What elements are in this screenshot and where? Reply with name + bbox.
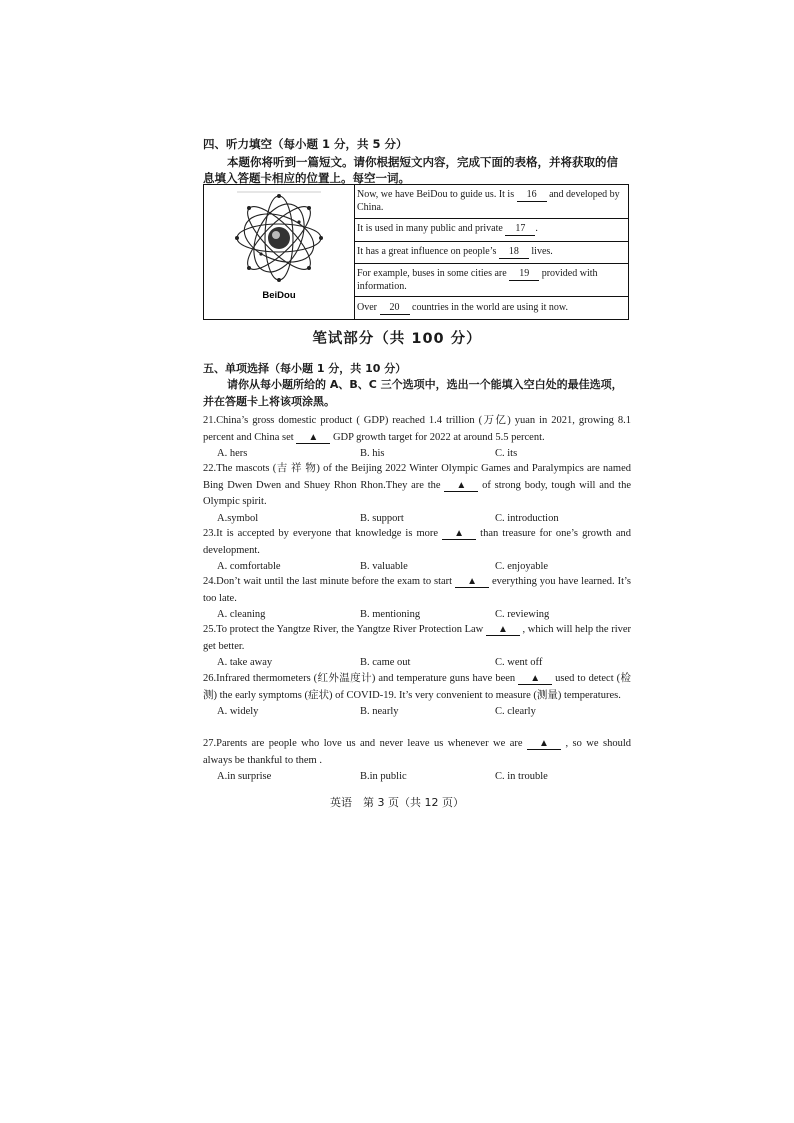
options-26 <box>203 704 631 719</box>
section-4-instruction-line1: 本题你将听到一篇短文。请你根据短文内容，完成下面的表格，并将获取的信 <box>227 155 618 169</box>
beidou-orbit-icon <box>209 186 349 314</box>
question-23: 23.It is accepted by everyone that knowledge is more ▲ than treasure for one’s growth and development. A. comfortable B. valuable C. enjoyable <box>203 526 631 574</box>
option-b[interactable]: B. support <box>360 512 404 524</box>
option-c[interactable]: C. went off <box>495 657 543 668</box>
listening-row-5: Over 20 countries in the world are using it now. <box>355 297 629 320</box>
section-5-heading: 五、单项选择（每小题 1 分，共 10 分） <box>203 362 407 375</box>
option-a[interactable]: A. hers <box>217 448 248 459</box>
question-27: 27.Parents are people who love us and never leave us whenever we are ▲ , so we should always be thankful to them . A.in surprise B.in public C. in trouble <box>203 736 631 784</box>
option-b[interactable]: B. valuable <box>360 561 408 572</box>
answer-blank[interactable]: ▲ <box>455 576 489 588</box>
option-a[interactable]: A. take away <box>217 657 273 668</box>
option-c[interactable]: C. enjoyable <box>495 561 549 572</box>
option-a[interactable]: A. cleaning <box>217 609 266 620</box>
page-footer: 英语 第 3 页（共 12 页） <box>330 796 464 809</box>
listening-row-1: Now, we have BeiDou to guide us. It is 16 and developed by China. <box>355 185 629 219</box>
blank-17[interactable]: 17 <box>505 223 535 236</box>
options-21 <box>203 446 631 461</box>
question-25: 25.To protect the Yangtze River, the Yangtze River Protection Law ▲ , which will help the river get better. A. take away B. came out C. went off <box>203 622 631 670</box>
blank-18[interactable]: 18 <box>499 246 529 259</box>
answer-blank[interactable]: ▲ <box>527 738 561 750</box>
option-c[interactable]: C. clearly <box>495 706 536 717</box>
answer-blank[interactable]: ▲ <box>296 432 330 444</box>
options-22 <box>203 511 631 526</box>
option-c[interactable]: C. introduction <box>495 512 559 524</box>
option-b[interactable]: B. nearly <box>360 706 399 717</box>
option-a[interactable]: A.symbol <box>217 512 259 524</box>
options-27 <box>203 769 631 784</box>
answer-blank[interactable]: ▲ <box>486 624 520 636</box>
listening-table <box>203 184 629 320</box>
option-b[interactable]: B. his <box>360 448 385 459</box>
blank-19[interactable]: 19 <box>509 268 539 281</box>
option-a[interactable]: A. widely <box>217 706 259 717</box>
option-a[interactable]: A. comfortable <box>217 561 281 572</box>
listening-row-4: For example, buses in some cities are 19 provided with information. <box>355 264 629 297</box>
option-b[interactable]: B.in public <box>360 771 407 782</box>
question-21: 21.China’s gross domestic product ( GDP) reached 1.4 trillion (万亿) yuan in 2021, growing 8.1 percent and China set ▲ GDP growth target for 2022 at around 5.5 percent. A. hers B. his C. its <box>203 413 631 461</box>
question-24: 24.Don’t wait until the last minute before the exam to start ▲ everything you have learned. It’s too late. A. cleaning B. mentioning C. reviewing <box>203 574 631 622</box>
blank-16[interactable]: 16 <box>517 189 547 202</box>
options-24 <box>203 607 631 622</box>
beidou-caption: BeiDou <box>262 290 296 301</box>
written-part-title: 笔试部分（共 100 分） <box>312 331 482 347</box>
option-a[interactable]: A.in surprise <box>217 771 272 782</box>
section-5-instruction-line2: 并在答题卡上将该项涂黑。 <box>203 395 335 408</box>
section-4-heading: 四、听力填空（每小题 1 分，共 5 分） <box>203 137 408 151</box>
answer-blank[interactable]: ▲ <box>444 480 478 492</box>
question-22: 22.The mascots (吉 祥 物) of the Beijing 2022 Winter Olympic Games and Paralympics are named Bing Dwen Dwen and Shuey Rhon Rhon.They are the ▲ of strong body, tough will and the Olympic spirit. A.symbol B. support C. introduction <box>203 461 631 526</box>
question-26: 26.Infrared thermometers (红外温度计) and temperature guns have been ▲ used to detect (检测) the early symptoms (症状) of COVID-19. It’s very convenient to measure (测量) temperatures. A. widely B. nearly C. clearly <box>203 671 631 719</box>
answer-blank[interactable]: ▲ <box>442 528 476 540</box>
answer-blank[interactable]: ▲ <box>518 673 552 685</box>
section-4-instruction-line2: 息填入答题卡相应的位置上。每空一词。 <box>203 171 410 185</box>
section-5-instruction-line1: 请你从每小题所给的 A、B、C 三个选项中，选出一个能填入空白处的最佳选项， <box>227 378 623 391</box>
option-b[interactable]: B. came out <box>360 657 411 668</box>
option-c[interactable]: C. in trouble <box>495 771 548 782</box>
listening-row-3: It has a great influence on people’s 18 lives. <box>355 241 629 264</box>
options-25 <box>203 655 631 670</box>
option-c[interactable]: C. its <box>495 448 518 459</box>
options-23 <box>203 559 631 574</box>
listening-row-2: It is used in many public and private 17 . <box>355 219 629 242</box>
blank-20[interactable]: 20 <box>380 302 410 315</box>
option-c[interactable]: C. reviewing <box>495 609 550 620</box>
option-b[interactable]: B. mentioning <box>360 609 421 620</box>
beidou-image-cell <box>204 185 355 320</box>
